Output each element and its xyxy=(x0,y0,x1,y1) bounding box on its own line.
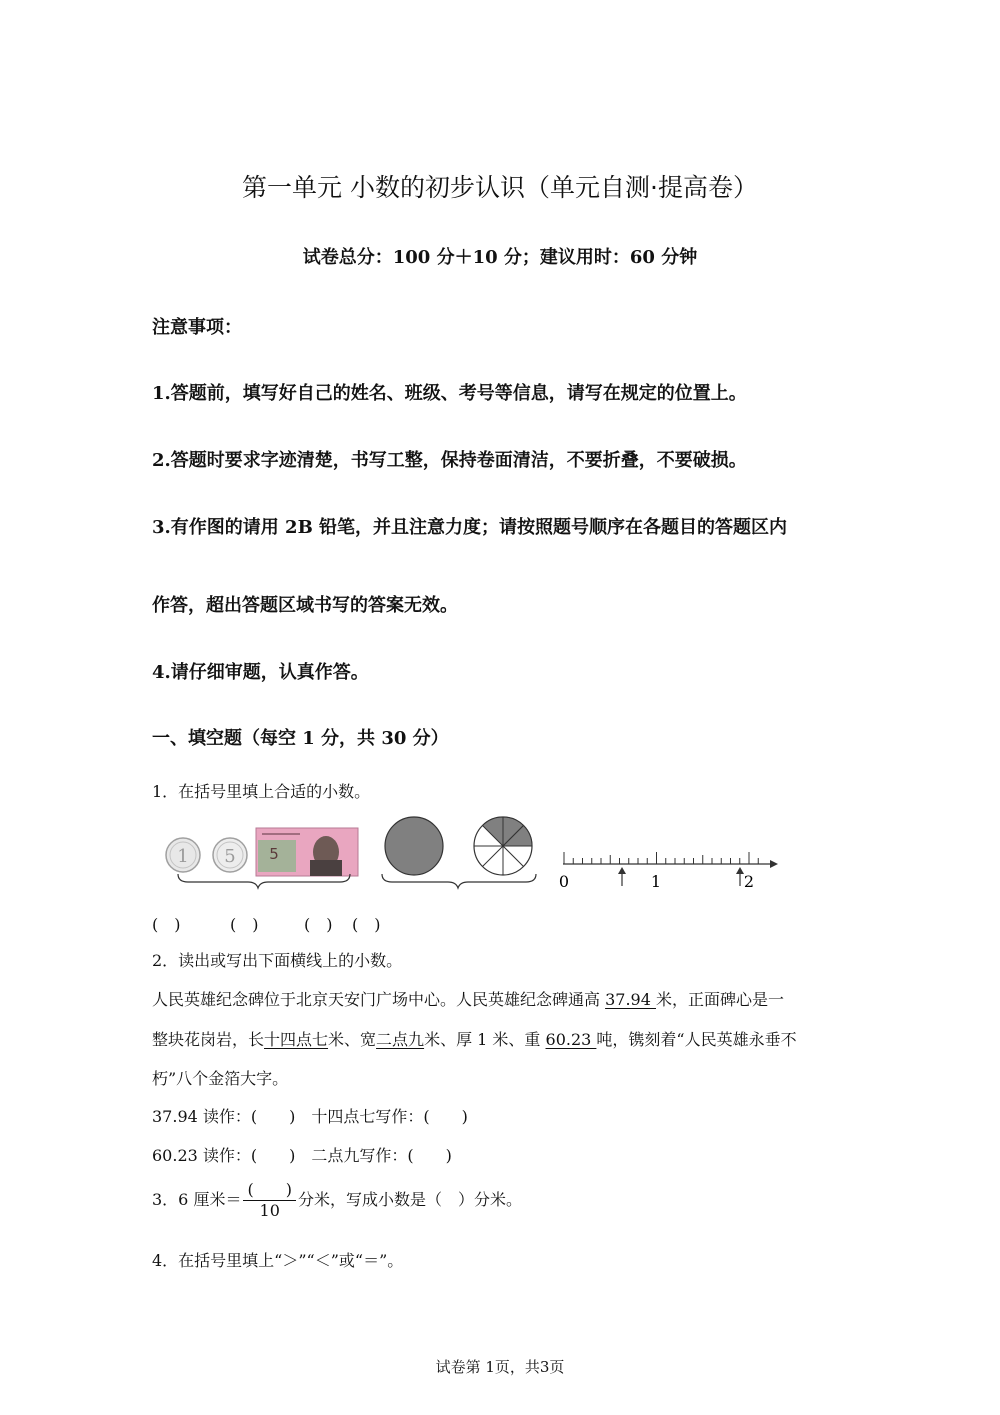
answer-blank-3[interactable]: ( ) xyxy=(304,915,333,934)
numberline-label-1: 1 xyxy=(650,872,662,891)
coin-2-label: 5 xyxy=(224,846,236,867)
fraction-denominator: 10 xyxy=(259,1201,280,1220)
question-2-prompt: 2．读出或写出下面横线上的小数。 xyxy=(152,951,403,970)
question-3-suffix: 分米，写成小数是（ ）分米。 xyxy=(297,1190,522,1209)
numberline-label-2: 2 xyxy=(743,872,755,891)
note-item-1: 1.答题前，填写好自己的姓名、班级、考号等信息，请写在规定的位置上。 xyxy=(152,383,747,404)
arrow-marker-1-icon xyxy=(618,867,626,886)
full-circle-shape xyxy=(385,817,443,875)
banknote-5-yuan-icon xyxy=(256,828,358,876)
question-2-passage-line-1: 人民英雄纪念碑位于北京天安门广场中心。人民英雄纪念碑通高 37.94 米，正面碑心是一 xyxy=(152,990,784,1009)
question-3-fraction xyxy=(243,1180,296,1221)
note-item-3: 3.有作图的请用 2B 铅笔，并且注意力度；请按照题号顺序在各题目的答题区内 xyxy=(152,517,788,538)
section-heading: 一、填空题（每空 1 分，共 30 分） xyxy=(152,728,449,749)
page-footer: 试卷第 1页，共3页 xyxy=(435,1358,565,1376)
fraction-numerator-blank[interactable]: ( ) xyxy=(243,1180,296,1201)
notes-heading: 注意事项： xyxy=(152,317,242,338)
note-item-2: 2.答题时要求字迹清楚，书写工整，保持卷面清洁，不要折叠，不要破损。 xyxy=(152,450,747,471)
arrow-marker-2-icon xyxy=(736,867,744,886)
banknote-label: 5 xyxy=(269,845,279,863)
answer-blank-1[interactable]: ( ) xyxy=(152,915,181,934)
question-1-prompt: 1．在括号里填上合适的小数。 xyxy=(152,782,371,801)
exam-meta: 试卷总分：100 分＋10 分；建议用时：60 分钟 xyxy=(302,247,698,268)
circles-brace xyxy=(382,874,536,888)
answer-blank-4[interactable]: ( ) xyxy=(352,915,381,934)
question-1-figure xyxy=(160,812,780,892)
note-item-3-cont: 作答，超出答题区域书写的答案无效。 xyxy=(152,595,458,616)
coin-5-jiao-icon xyxy=(213,838,247,872)
question-4-prompt: 4．在括号里填上“＞”“＜”或“＝”。 xyxy=(152,1251,404,1270)
question-2-passage-line-2: 整块花岗岩，长十四点七米、宽二点九米、厚 1 米、重 60.23 吨，镌刻着“人民英雄永垂不 xyxy=(152,1030,797,1049)
number-line xyxy=(559,852,778,891)
question-3 xyxy=(152,1180,522,1221)
answer-blank-2[interactable]: ( ) xyxy=(230,915,259,934)
question-2-row-2: 60.23 读作：( ) 二点九写作：( ) xyxy=(152,1146,452,1165)
page-title: 第一单元 小数的初步认识（单元自测·提高卷） xyxy=(242,173,758,202)
note-item-4: 4.请仔细审题，认真作答。 xyxy=(152,662,369,683)
question-2-row-1: 37.94 读作：( ) 十四点七写作：( ) xyxy=(152,1107,468,1126)
question-2-passage-line-3: 朽”八个金箔大字。 xyxy=(152,1069,289,1088)
question-3-prefix: 3．6 厘米＝ xyxy=(152,1190,242,1209)
coin-1-yuan-icon xyxy=(166,838,200,872)
partial-circle-shape xyxy=(474,817,532,875)
coin-1-label: 1 xyxy=(177,846,189,867)
numberline-label-0: 0 xyxy=(558,872,570,891)
